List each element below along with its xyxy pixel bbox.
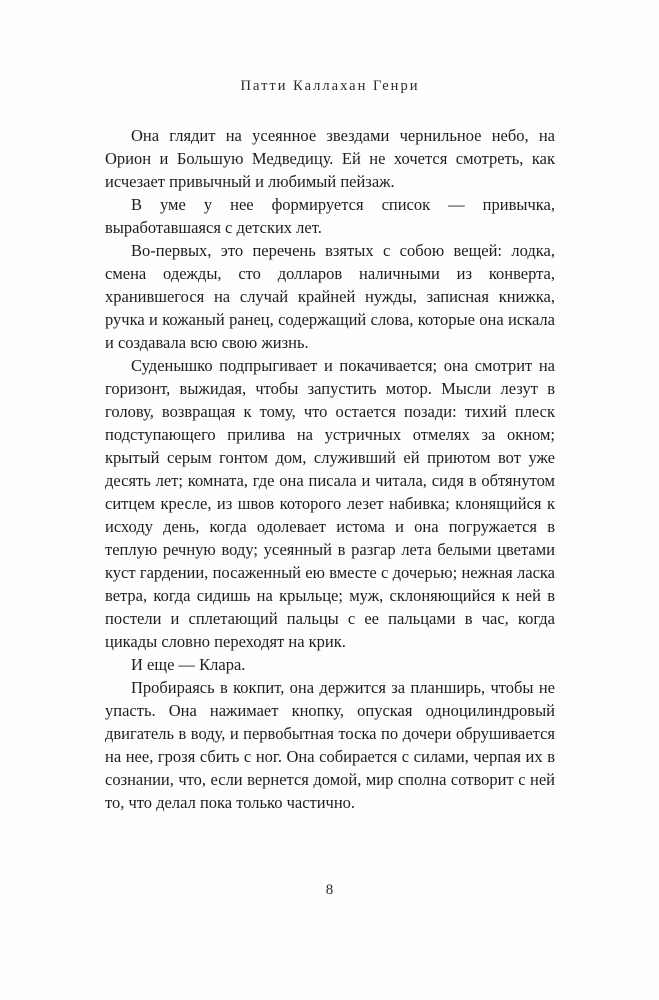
paragraph: Пробираясь в кокпит, она держится за планширь, чтобы не упасть. Она нажимает кнопку, опуская одноцилиндровый двигатель в воду, и первобытная тоска по дочери обрушивается на нее, грозя сбить с ног. Она собирается с силами, черпая их в сознании, что, если вернется домой, мир сполна сотворит с ней то, что делал пока только частично. (105, 678, 555, 812)
paragraph: Суденышко подпрыгивает и покачивается; она смотрит на горизонт, выжидая, чтобы запустить мотор. Мысли лезут в голову, возвращая к тому, что остается позади: тихий плеск подступающего прилива на устричных отмелях за окном; крытый серым гонтом дом, служивший ей приютом вот уже десять лет; комната, где она писала и читала, сидя в обтянутом ситцем кресле, из швов которого лезет набивка; клонящийся к исходу день, когда одолевает истома и она погружается в теплую речную воду; усеянный в разгар лета белыми цветами куст гардении, посаженный ею вместе с дочерью; нежная ласка ветра, когда сидишь на крыльце; муж, склоняющийся к ней в постели и сплетающий пальцы с ее пальцами в час, когда цикады словно переходят на крик. (105, 356, 555, 651)
paragraph: И еще — Клара. (131, 655, 246, 674)
paragraph: Она глядит на усеянное звездами чернильное небо, на Орион и Большую Медведицу. Ей не хочется смотреть, как исчезает привычный и любимый пейзаж. (105, 126, 555, 191)
running-header-author: Патти Каллахан Генри (240, 78, 420, 94)
body-text (105, 124, 555, 814)
page-number: 8 (325, 882, 334, 898)
paragraph: В уме у нее формируется список — привычка, выработавшаяся с детских лет. (105, 195, 555, 237)
paragraph: Во-первых, это перечень взятых с собою вещей: лодка, смена одежды, сто долларов наличными из конверта, хранившегося на случай крайней нужды, записная книжка, ручка и кожаный ранец, содержащий слова, которые она искала и создавала всю свою жизнь. (105, 241, 555, 352)
